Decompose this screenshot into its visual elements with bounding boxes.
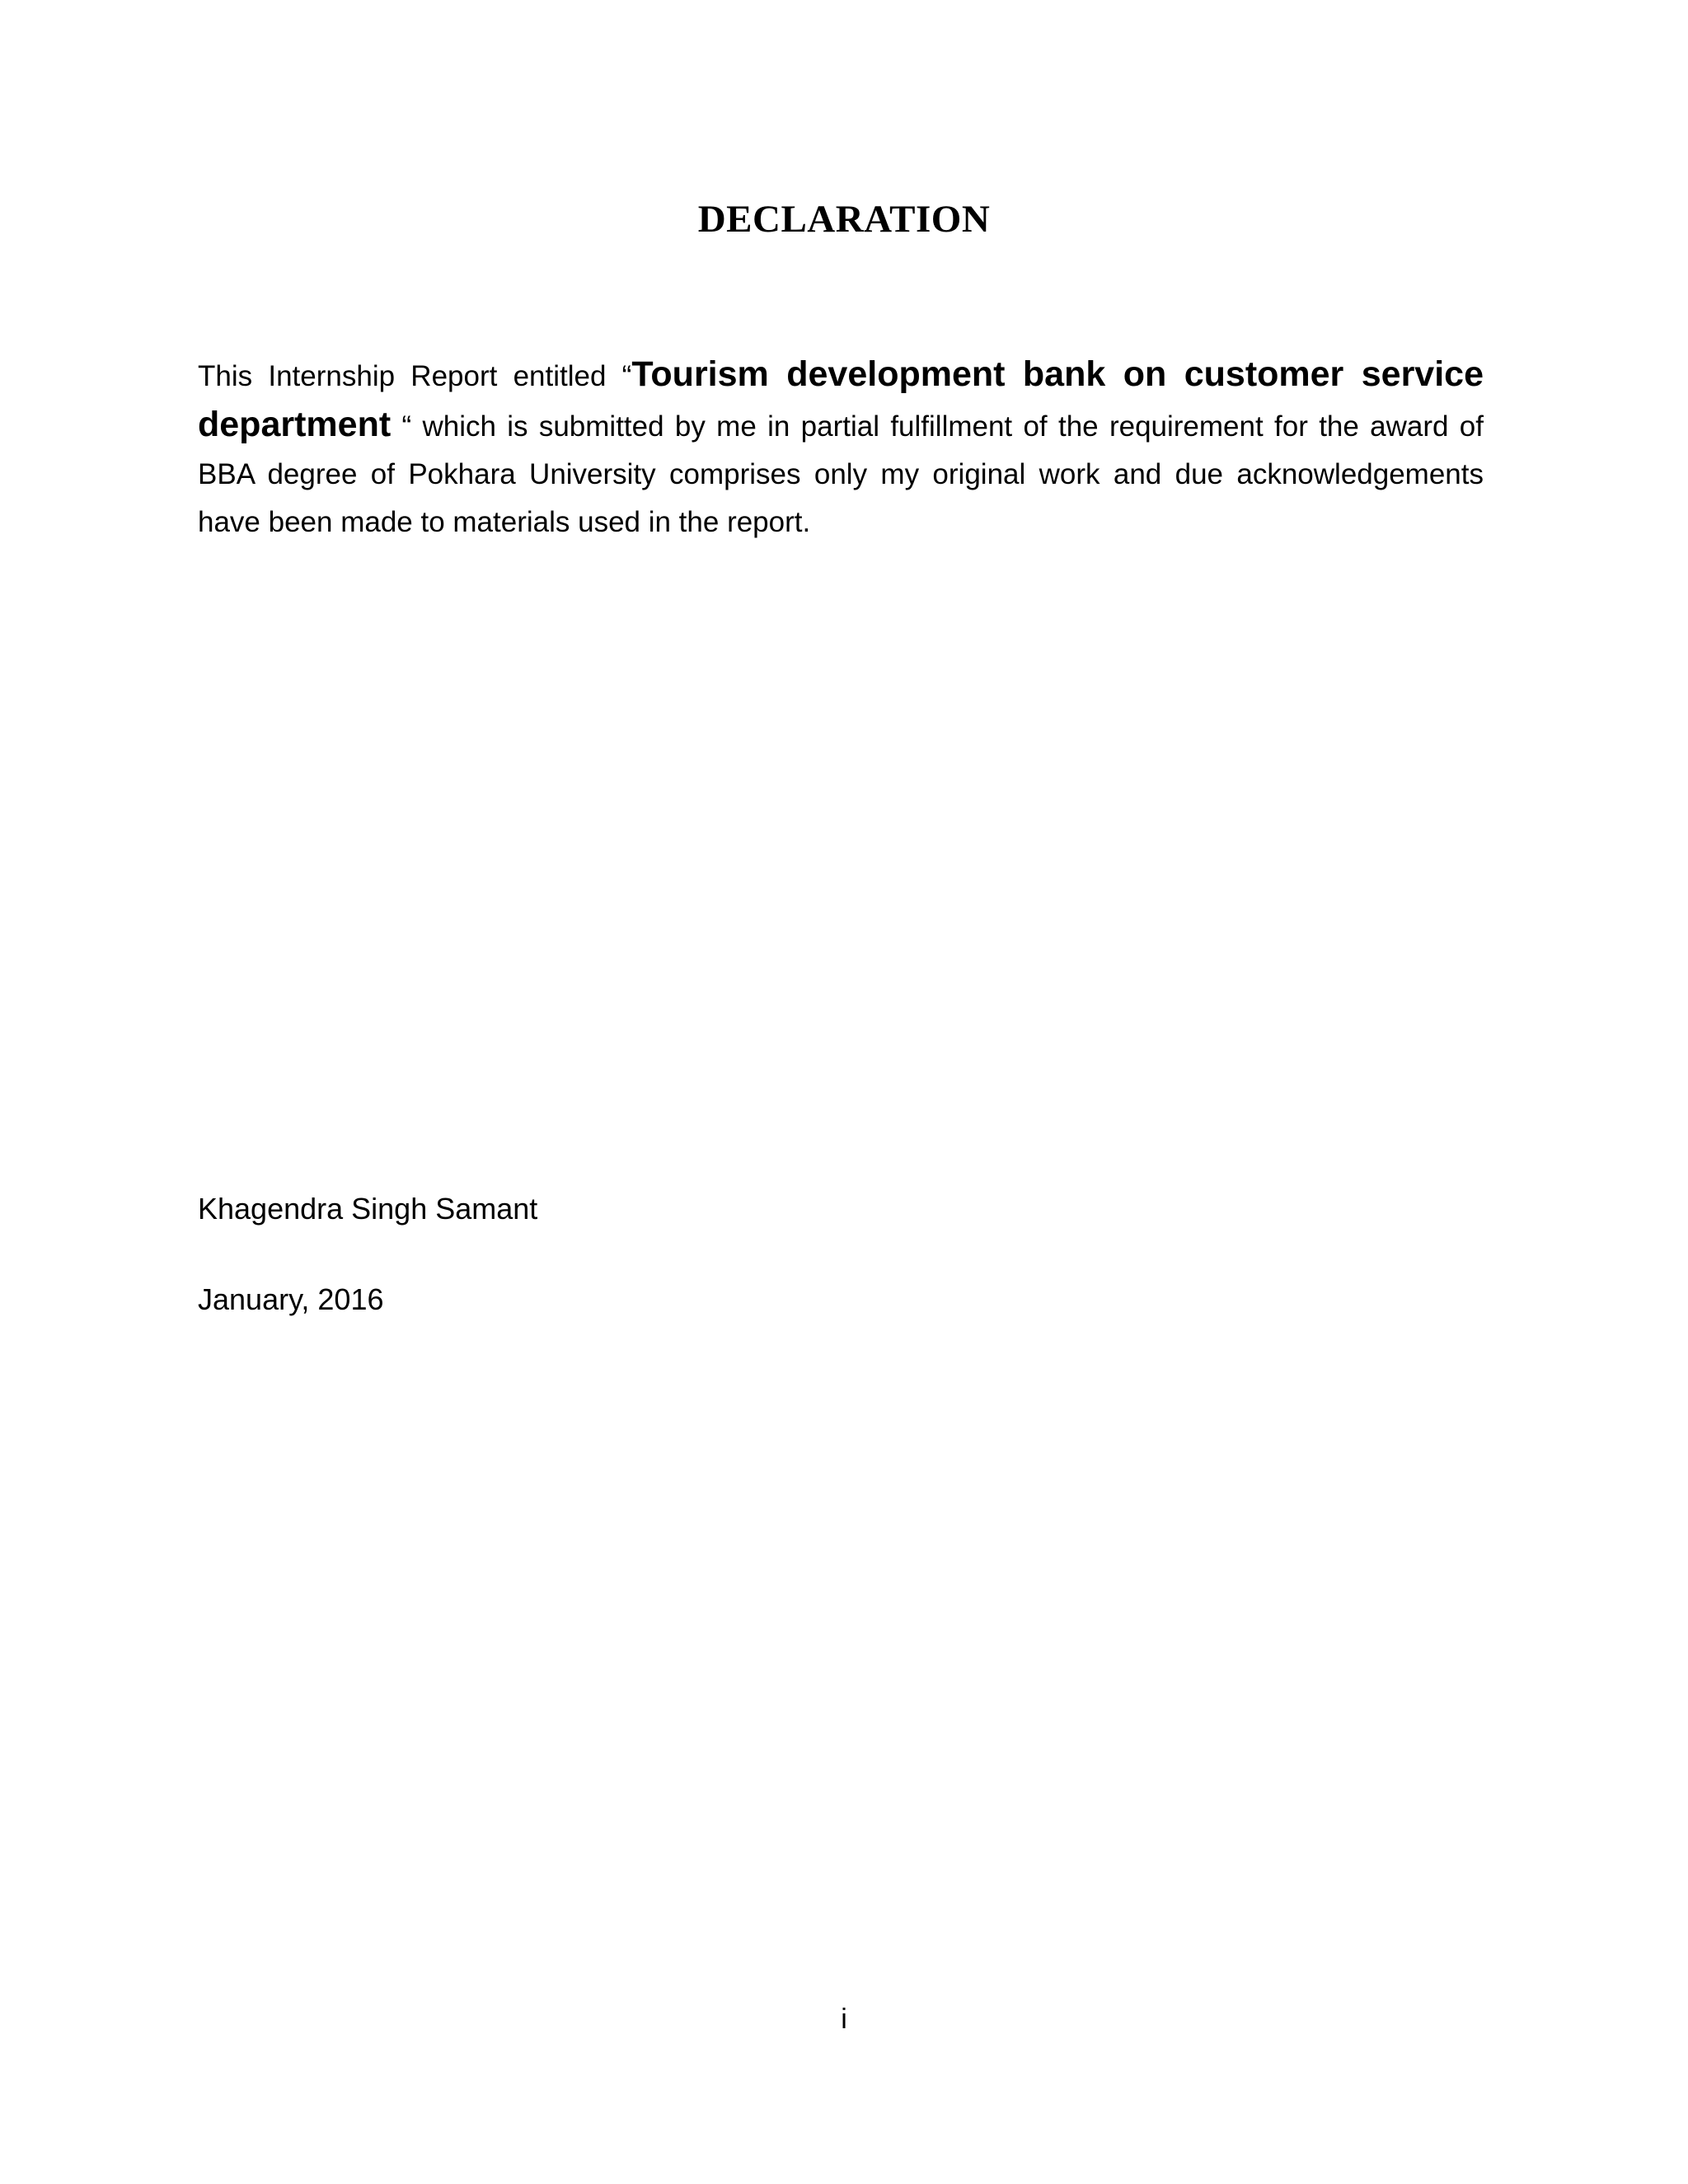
page-number: i (841, 2004, 847, 2035)
report-title: Tourism development bank on customer service department (198, 354, 1484, 444)
page-title: DECLARATION (697, 198, 991, 241)
declaration-date: January, 2016 (198, 1282, 384, 1316)
paragraph-intro: This Internship Report entitled “ (198, 360, 632, 392)
declaration-paragraph (198, 350, 1484, 546)
paragraph-rest: “ which is submitted by me in partial fulfillment of the requirement for the award of BBA degree of Pokhara University comprises only my original work and due acknowledgements have been made to materials used in the report. (198, 410, 1484, 538)
author-name: Khagendra Singh Samant (198, 1192, 538, 1226)
